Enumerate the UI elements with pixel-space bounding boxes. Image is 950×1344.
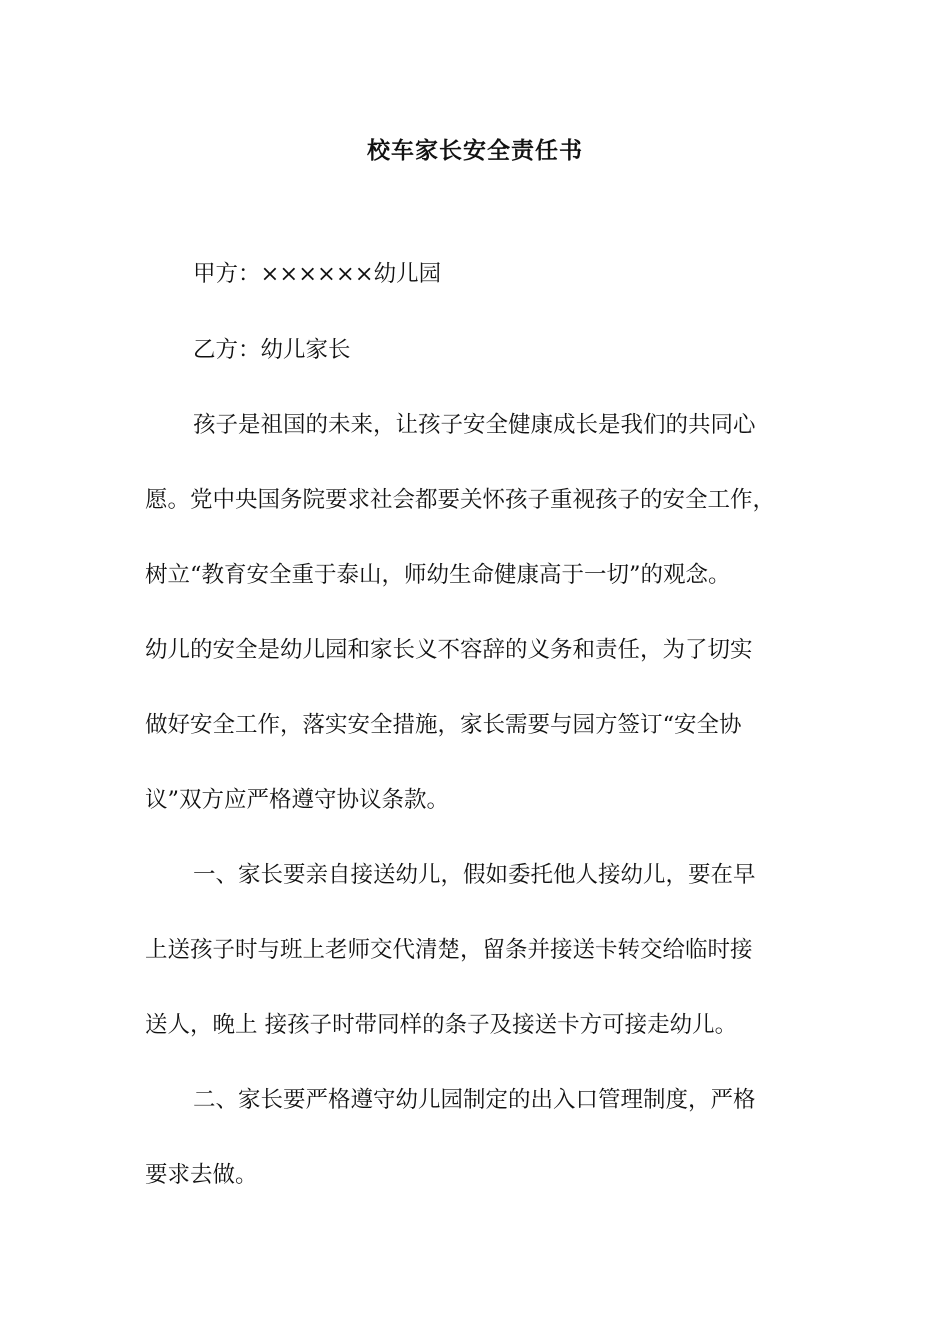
party-a-line: 甲方：××××××幼儿园: [193, 261, 442, 287]
paragraph-line: 孩子是祖国的未来，让孩子安全健康成长是我们的共同心: [193, 412, 756, 438]
paragraph-line: 做好安全工作，落实安全措施，家长需要与园方签订“安全协: [145, 712, 742, 738]
clause-line: 一、家长要亲自接送幼儿，假如委托他人接幼儿，要在早: [193, 862, 756, 888]
paragraph-line: 树立“教育安全重于泰山，师幼生命健康高于一切”的观念。: [145, 562, 731, 588]
paragraph-line: 幼儿的安全是幼儿园和家长义不容辞的义务和责任，为了切实: [145, 637, 753, 663]
clause-line: 二、家长要严格遵守幼儿园制定的出入口管理制度，严格: [193, 1087, 756, 1113]
document-title: 校车家长安全责任书: [367, 137, 583, 164]
paragraph-line: 愿。党中央国务院要求社会都要关怀孩子重视孩子的安全工作，: [145, 487, 776, 513]
clause-line: 上送孩子时与班上老师交代清楚，留条并接送卡转交给临时接: [145, 937, 753, 963]
clause-line: 要求去做。: [145, 1162, 258, 1188]
paragraph-line: 议”双方应严格遵守协议条款。: [145, 787, 450, 813]
party-b-line: 乙方：幼儿家长: [193, 337, 351, 363]
clause-line: 送人，晚上 接孩子时带同样的条子及接送卡方可接走幼儿。: [145, 1012, 738, 1038]
